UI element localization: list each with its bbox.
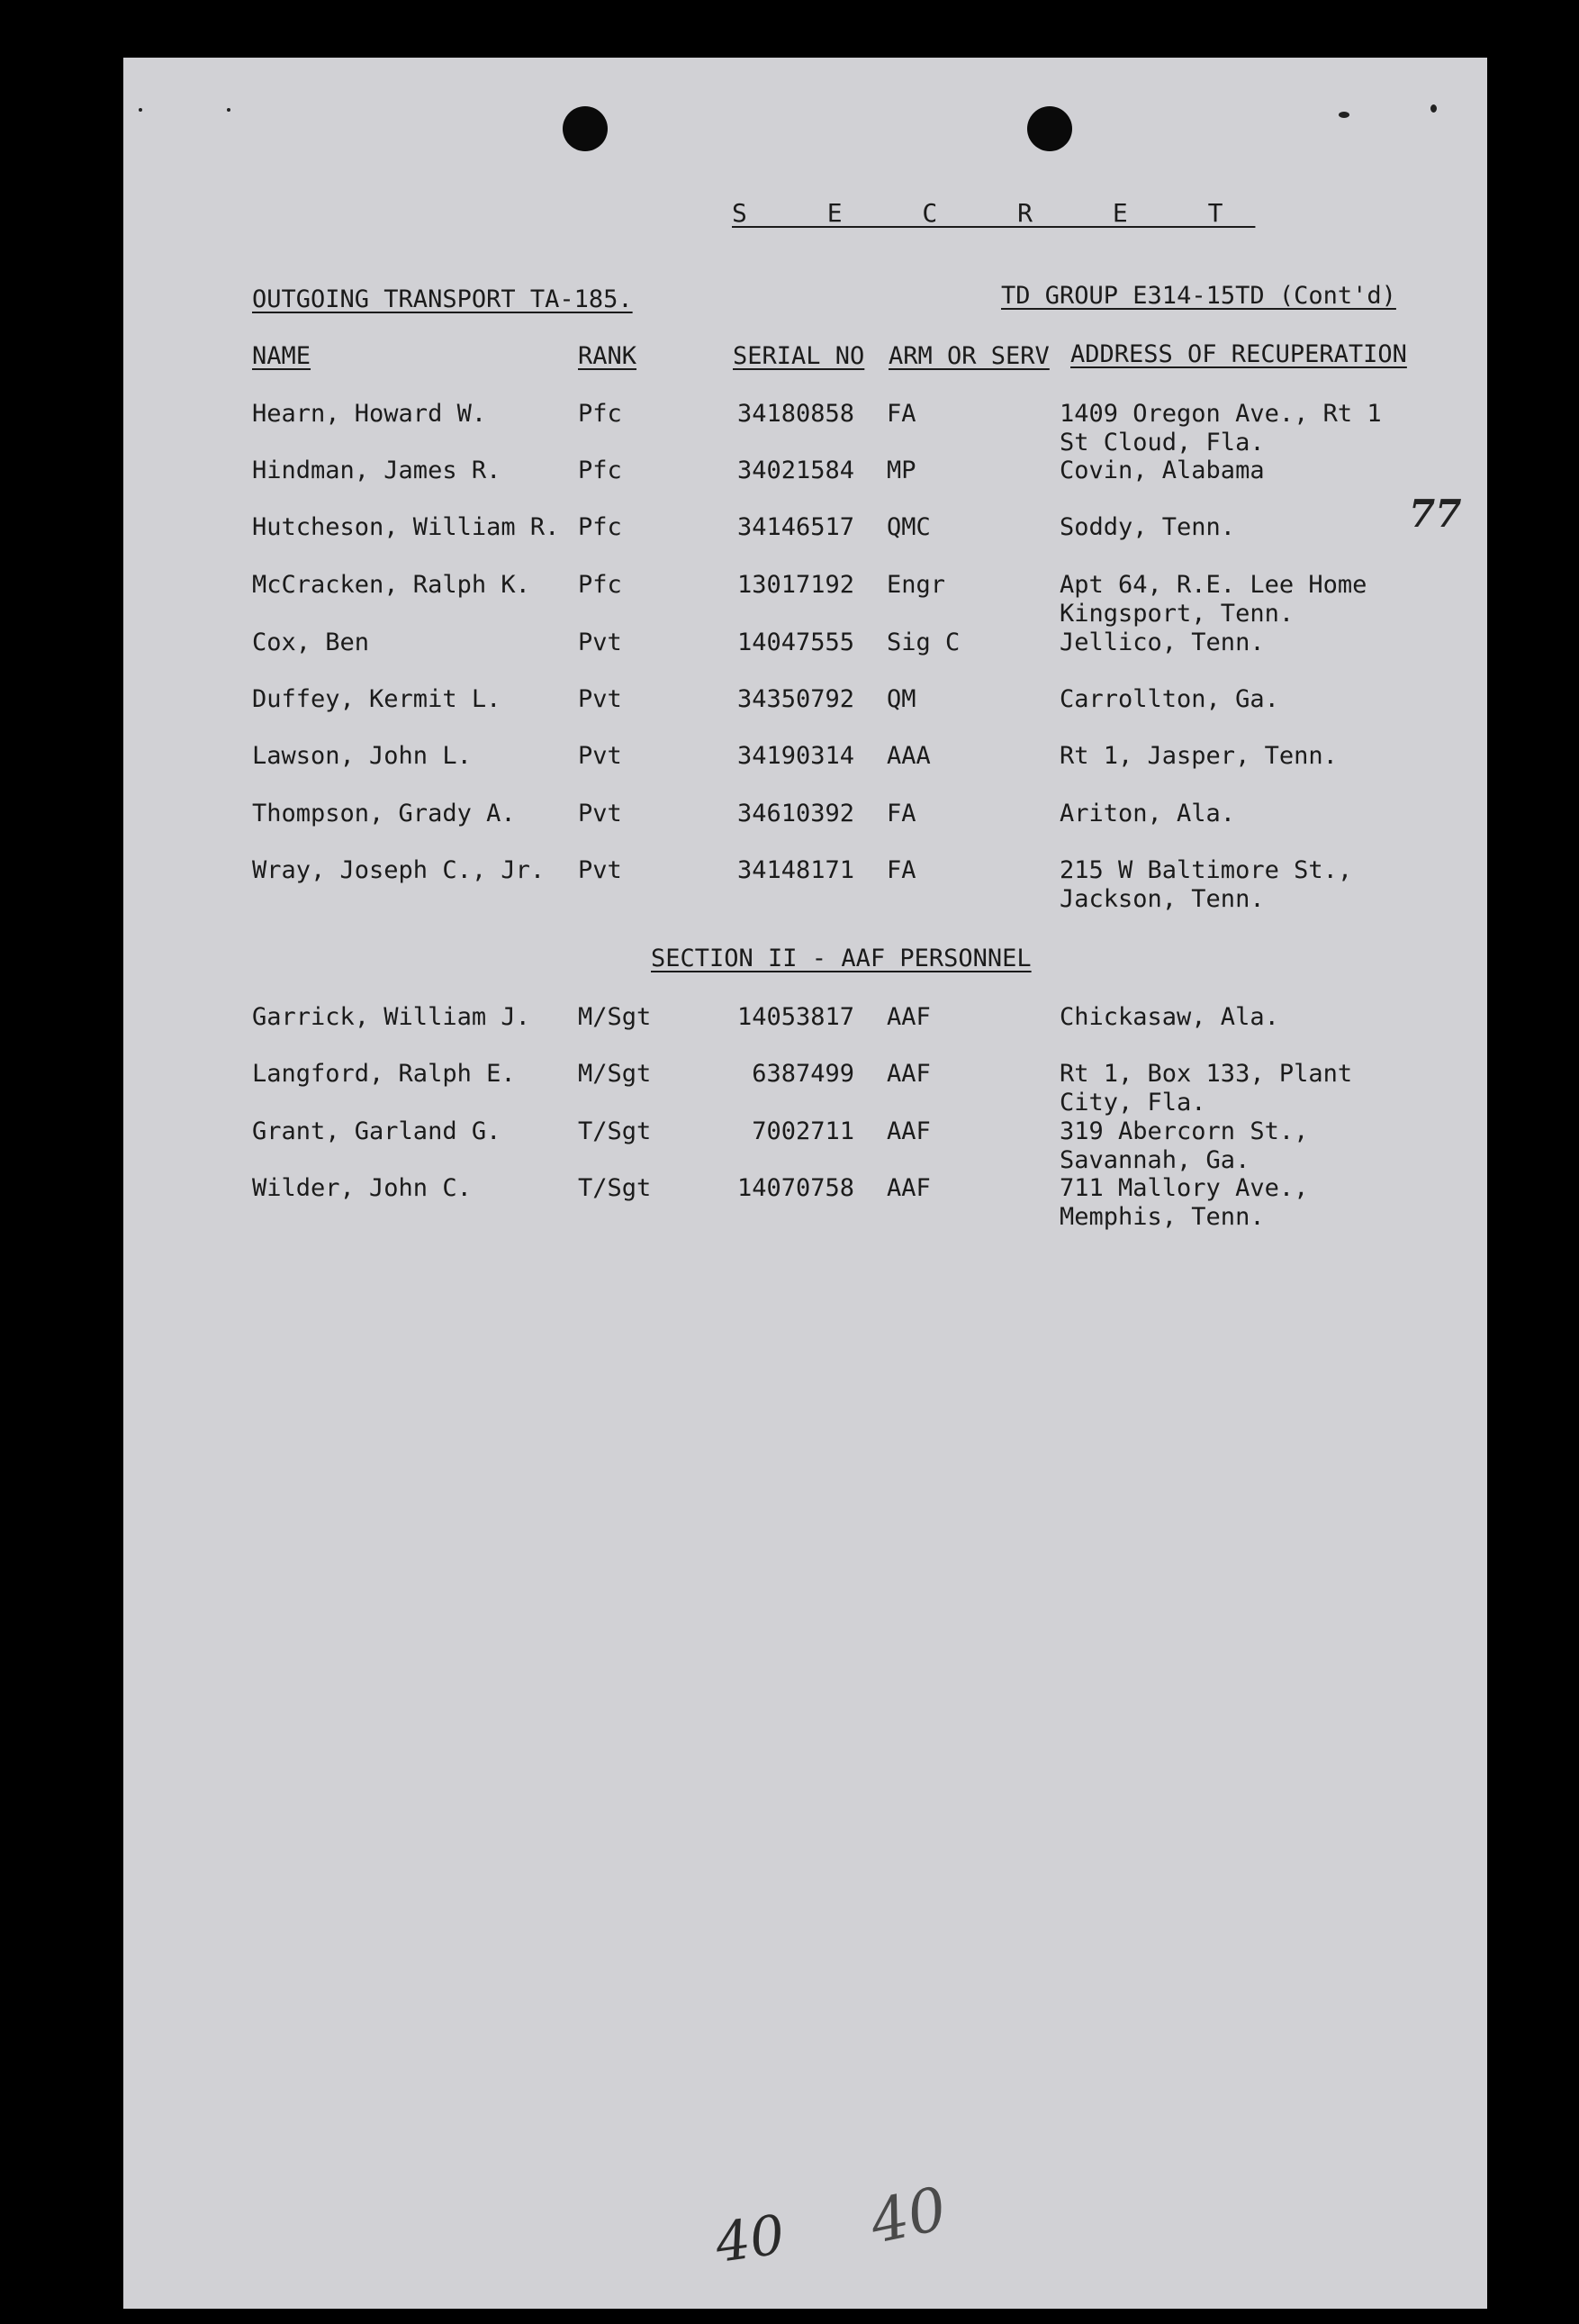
cell-serial: 14070758 [736, 1174, 854, 1202]
punch-hole-left [563, 106, 608, 151]
cell-name: Grant, Garland G. [252, 1117, 501, 1145]
cell-serial: 13017192 [736, 571, 854, 599]
address-line: Jellico, Tenn. [1060, 628, 1265, 656]
speck [1339, 112, 1349, 118]
address-line: Jackson, Tenn. [1060, 885, 1265, 913]
address-line: Rt 1, Jasper, Tenn. [1060, 742, 1338, 770]
address-line: 319 Abercorn St., [1060, 1117, 1309, 1145]
cell-arm: QM [887, 685, 916, 713]
speck [227, 108, 230, 112]
cell-arm: Engr [887, 571, 946, 599]
cell-arm: MP [887, 457, 916, 484]
cell-rank: M/Sgt [578, 1060, 652, 1088]
cell-address [1060, 571, 1367, 628]
cell-address [1060, 1117, 1308, 1175]
cell-address [1060, 800, 1235, 828]
address-line: Memphis, Tenn. [1060, 1203, 1265, 1231]
column-header-name: NAME [252, 342, 311, 370]
cell-address [1060, 685, 1279, 714]
address-line: Apt 64, R.E. Lee Home [1060, 571, 1367, 599]
address-line: Kingsport, Tenn. [1060, 600, 1295, 628]
speck [1430, 104, 1437, 113]
cell-rank: Pvt [578, 800, 622, 827]
address-line: Ariton, Ala. [1060, 800, 1236, 827]
speck [139, 108, 142, 112]
margin-number: 77 [1409, 492, 1462, 536]
cell-serial: 34350792 [736, 685, 854, 713]
cell-serial: 34146517 [736, 513, 854, 541]
cell-address [1060, 1003, 1279, 1032]
punch-hole-right [1027, 106, 1072, 151]
cell-arm: AAA [887, 742, 931, 770]
cell-address [1060, 513, 1235, 542]
cell-serial: 7002711 [752, 1117, 854, 1145]
cell-rank: T/Sgt [578, 1117, 652, 1145]
column-header-serial: SERIAL NO [733, 342, 865, 370]
column-header-rank: RANK [578, 342, 637, 370]
cell-name: Duffey, Kermit L. [252, 685, 501, 713]
cell-address [1060, 400, 1382, 457]
cell-address [1060, 856, 1352, 914]
cell-rank: Pfc [578, 513, 622, 541]
cell-serial: 14047555 [736, 628, 854, 656]
group-title: TD GROUP E314-15TD (Cont'd) [1001, 282, 1396, 310]
cell-name: Thompson, Grady A. [252, 800, 516, 827]
address-line: Rt 1, Box 133, Plant [1060, 1060, 1353, 1088]
cell-name: Hutcheson, William R. [252, 513, 560, 541]
cell-arm: Sig C [887, 628, 961, 656]
column-header-address: ADDRESS OF RECUPERATION [1070, 340, 1407, 368]
cell-address [1060, 1174, 1308, 1232]
cell-serial: 34180858 [736, 400, 854, 428]
cell-rank: Pvt [578, 742, 622, 770]
cell-serial: 34148171 [736, 856, 854, 884]
address-line: 215 W Baltimore St., [1060, 856, 1353, 884]
address-line: Soddy, Tenn. [1060, 513, 1236, 541]
address-line: 711 Mallory Ave., [1060, 1174, 1309, 1202]
cell-address [1060, 742, 1338, 771]
cell-rank: Pfc [578, 457, 622, 484]
address-line: 1409 Oregon Ave., Rt 1 [1060, 400, 1382, 428]
column-header-arm: ARM OR SERV [889, 342, 1050, 370]
cell-arm: AAF [887, 1117, 931, 1145]
cell-name: McCracken, Ralph K. [252, 571, 530, 599]
cell-rank: Pvt [578, 628, 622, 656]
cell-rank: Pvt [578, 685, 622, 713]
address-line: Carrollton, Ga. [1060, 685, 1279, 713]
handwritten-number: 40 [711, 2203, 789, 2275]
cell-name: Garrick, William J. [252, 1003, 530, 1031]
address-line: St Cloud, Fla. [1060, 429, 1265, 457]
cell-serial: 34610392 [736, 800, 854, 827]
cell-name: Cox, Ben [252, 628, 370, 656]
cell-name: Hearn, Howard W. [252, 400, 487, 428]
address-line: Covin, Alabama [1060, 457, 1265, 484]
cell-arm: QMC [887, 513, 931, 541]
address-line: Chickasaw, Ala. [1060, 1003, 1279, 1031]
cell-rank: T/Sgt [578, 1174, 652, 1202]
cell-arm: AAF [887, 1174, 931, 1202]
cell-name: Langford, Ralph E. [252, 1060, 516, 1088]
cell-rank: Pvt [578, 856, 622, 884]
address-line: Savannah, Ga. [1060, 1146, 1250, 1174]
transport-title: OUTGOING TRANSPORT TA-185. [252, 285, 633, 313]
cell-address [1060, 628, 1265, 657]
cell-serial: 34190314 [736, 742, 854, 770]
handwritten-number: 40 [863, 2174, 953, 2257]
cell-serial: 6387499 [752, 1060, 854, 1088]
cell-name: Wray, Joseph C., Jr. [252, 856, 546, 884]
cell-name: Hindman, James R. [252, 457, 501, 484]
cell-arm: FA [887, 856, 916, 884]
cell-arm: FA [887, 800, 916, 827]
cell-serial: 14053817 [736, 1003, 854, 1031]
cell-rank: Pfc [578, 400, 622, 428]
cell-name: Lawson, John L. [252, 742, 472, 770]
cell-rank: Pfc [578, 571, 622, 599]
section2-title: SECTION II - AAF PERSONNEL [651, 945, 1032, 972]
cell-arm: FA [887, 400, 916, 428]
address-line: City, Fla. [1060, 1089, 1206, 1117]
cell-address [1060, 1060, 1352, 1117]
cell-address [1060, 457, 1265, 485]
secret-heading: S E C R E T [732, 198, 1256, 228]
cell-name: Wilder, John C. [252, 1174, 472, 1202]
cell-arm: AAF [887, 1003, 931, 1031]
cell-rank: M/Sgt [578, 1003, 652, 1031]
document-page [123, 58, 1487, 2309]
cell-serial: 34021584 [736, 457, 854, 484]
cell-arm: AAF [887, 1060, 931, 1088]
